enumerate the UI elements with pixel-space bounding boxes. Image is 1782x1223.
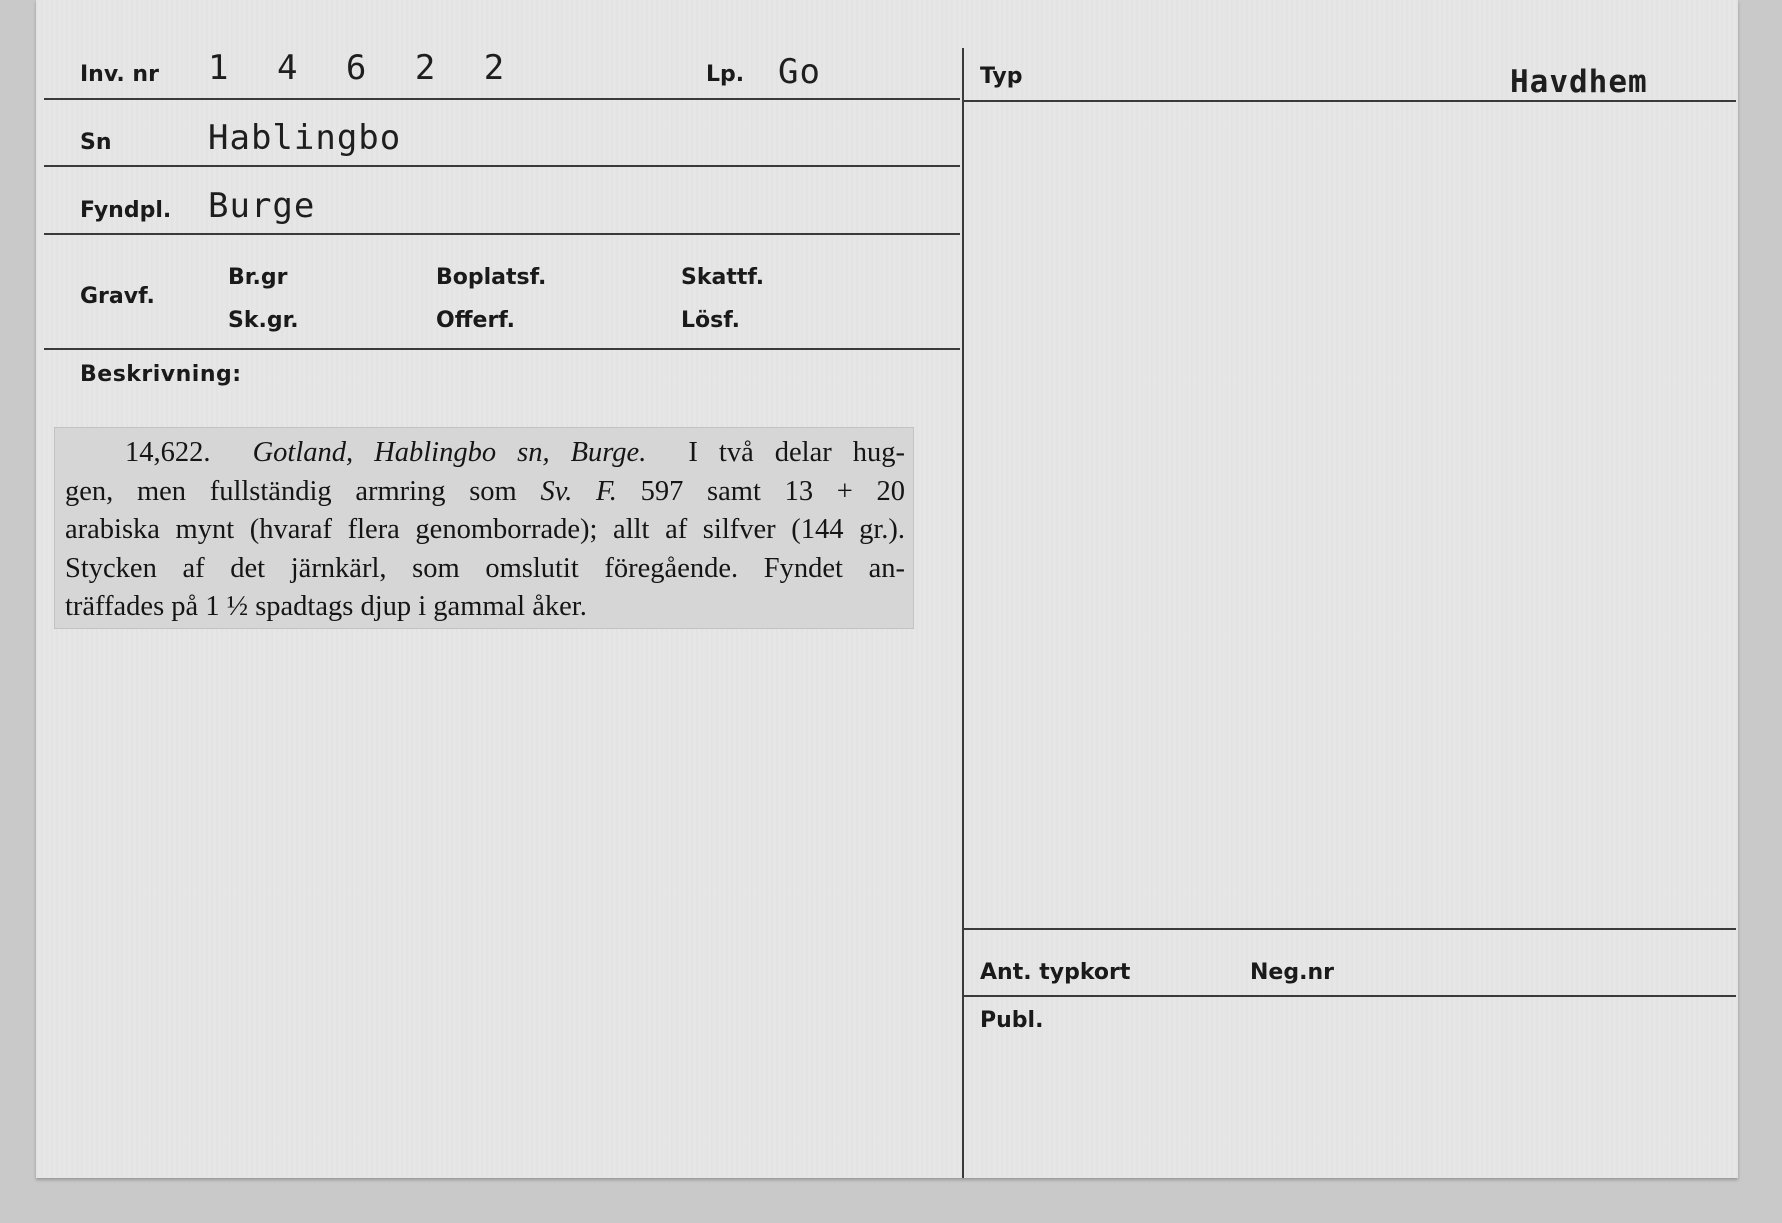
publ-label: Publ. (980, 1008, 1044, 1033)
beskrivning-label: Beskrivning: (80, 362, 242, 387)
description-line-5: träffades på 1 ½ spadtags djup i gammal åker. (65, 591, 587, 622)
neg-nr-label: Neg.nr (1250, 960, 1334, 985)
column-divider (962, 48, 964, 1178)
losf-label: Lösf. (681, 308, 740, 333)
sn-label: Sn (80, 130, 112, 155)
divider-row1 (44, 98, 960, 100)
divider-row2 (44, 165, 960, 167)
boplatsf-label: Boplatsf. (436, 265, 547, 290)
inv-nr-value: 1 4 6 2 2 (208, 48, 519, 88)
ant-typkort-label: Ant. typkort (980, 960, 1131, 985)
divider-bottom-1 (964, 928, 1736, 930)
description-line-1: 14,622. Gotland, Hablingbo sn, Burge. I två delar hug- (125, 437, 906, 468)
description-line-3: arabiska mynt (hvaraf flera genomborrade); allt af silfver (144 gr.). (65, 514, 905, 545)
catalog-number: 14,622. (125, 437, 211, 468)
divider-bottom-2 (964, 995, 1736, 997)
catalog-card (36, 0, 1738, 1178)
description-clipping (54, 427, 914, 629)
skattf-label: Skattf. (681, 265, 765, 290)
gravf-label: Gravf. (80, 284, 155, 309)
lp-value: Go (778, 52, 821, 92)
sk-gr-label: Sk.gr. (228, 308, 299, 333)
br-gr-label: Br.gr (228, 265, 288, 290)
typ-value: Havdhem (1510, 64, 1648, 100)
sn-value: Hablingbo (208, 118, 402, 158)
description-line-2: gen, men fullständig armring som Sv. F. 597 samt 13 + 20 (65, 475, 906, 507)
reference-italic: Sv. F. (540, 475, 617, 507)
inv-nr-label: Inv. nr (80, 62, 159, 87)
offerf-label: Offerf. (436, 308, 516, 333)
description-line-4: Stycken af det järnkärl, som omslutit föregående. Fyndet an- (65, 552, 905, 584)
typ-label: Typ (980, 64, 1023, 89)
fyndpl-label: Fyndpl. (80, 198, 172, 223)
divider-row3 (44, 233, 960, 235)
location-italic: Gotland, Hablingbo sn, Burge. (252, 437, 647, 468)
lp-label: Lp. (706, 62, 745, 87)
divider-row4 (44, 348, 960, 350)
divider-typ (964, 100, 1736, 102)
fyndpl-value: Burge (208, 186, 316, 226)
